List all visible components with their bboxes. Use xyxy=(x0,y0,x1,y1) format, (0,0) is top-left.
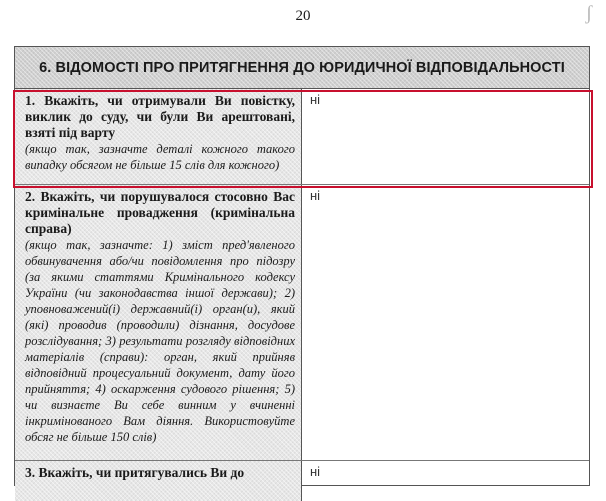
question-text-3: 3. Вкажіть, чи притягувались Ви до xyxy=(25,465,245,480)
answer-cell-3[interactable]: ні xyxy=(310,464,321,479)
question-text-2: 2. Вкажіть, чи порушувалося стосовно Вас кримінальне провадження (кримінальна справа) xyxy=(25,189,295,236)
page-number: 20 xyxy=(295,8,311,24)
question-text-1: 1. Вкажіть, чи отримували Ви повістку, виклик до суду, чи були Ви арештовані, взяті під варту xyxy=(25,93,295,140)
page-corner-mark: ʃ xyxy=(585,2,593,24)
answer-cell-2[interactable]: ні xyxy=(310,188,321,203)
question-row-2 xyxy=(15,185,589,461)
question-cell-2 xyxy=(15,185,302,460)
answer-cell-1[interactable]: ні xyxy=(310,92,321,107)
legal-liability-table xyxy=(14,46,590,486)
section-title: 6. ВІДОМОСТІ ПРО ПРИТЯГНЕННЯ ДО ЮРИДИЧНОЇ ВІДПОВІДАЛЬНОСТІ xyxy=(15,47,589,89)
question-cell-1 xyxy=(15,89,302,184)
hint-text-1: (якщо так, зазначте деталі кожного такого випадку обсягом не більше 15 слів для кожного) xyxy=(25,142,295,172)
question-row-1 xyxy=(15,89,589,185)
question-cell-3 xyxy=(15,461,302,501)
hint-text-2: (якщо так, зазначте: 1) зміст пред'явленого обвинувачення або/чи повідомлення про підозру (за якими статтями Кримінального кодексу України (чи законодавства іншої держави); 2) уповноважений(і) державний(і) орган(и), який (які) проводив (проводили) дізнання, досудове розслідування; 3) результати розгляду відповідних матеріалів (справи): орган, який прийняв відповідний процесуальний документ, дату його прийняття; 4) оскарження судового рішення; 5) чи визнаєте Ви себе винним у вчиненні інкримінованого Вам діяння. Використовуйте обсяг не більше 150 слів) xyxy=(25,238,295,444)
question-row-3 xyxy=(15,461,589,501)
